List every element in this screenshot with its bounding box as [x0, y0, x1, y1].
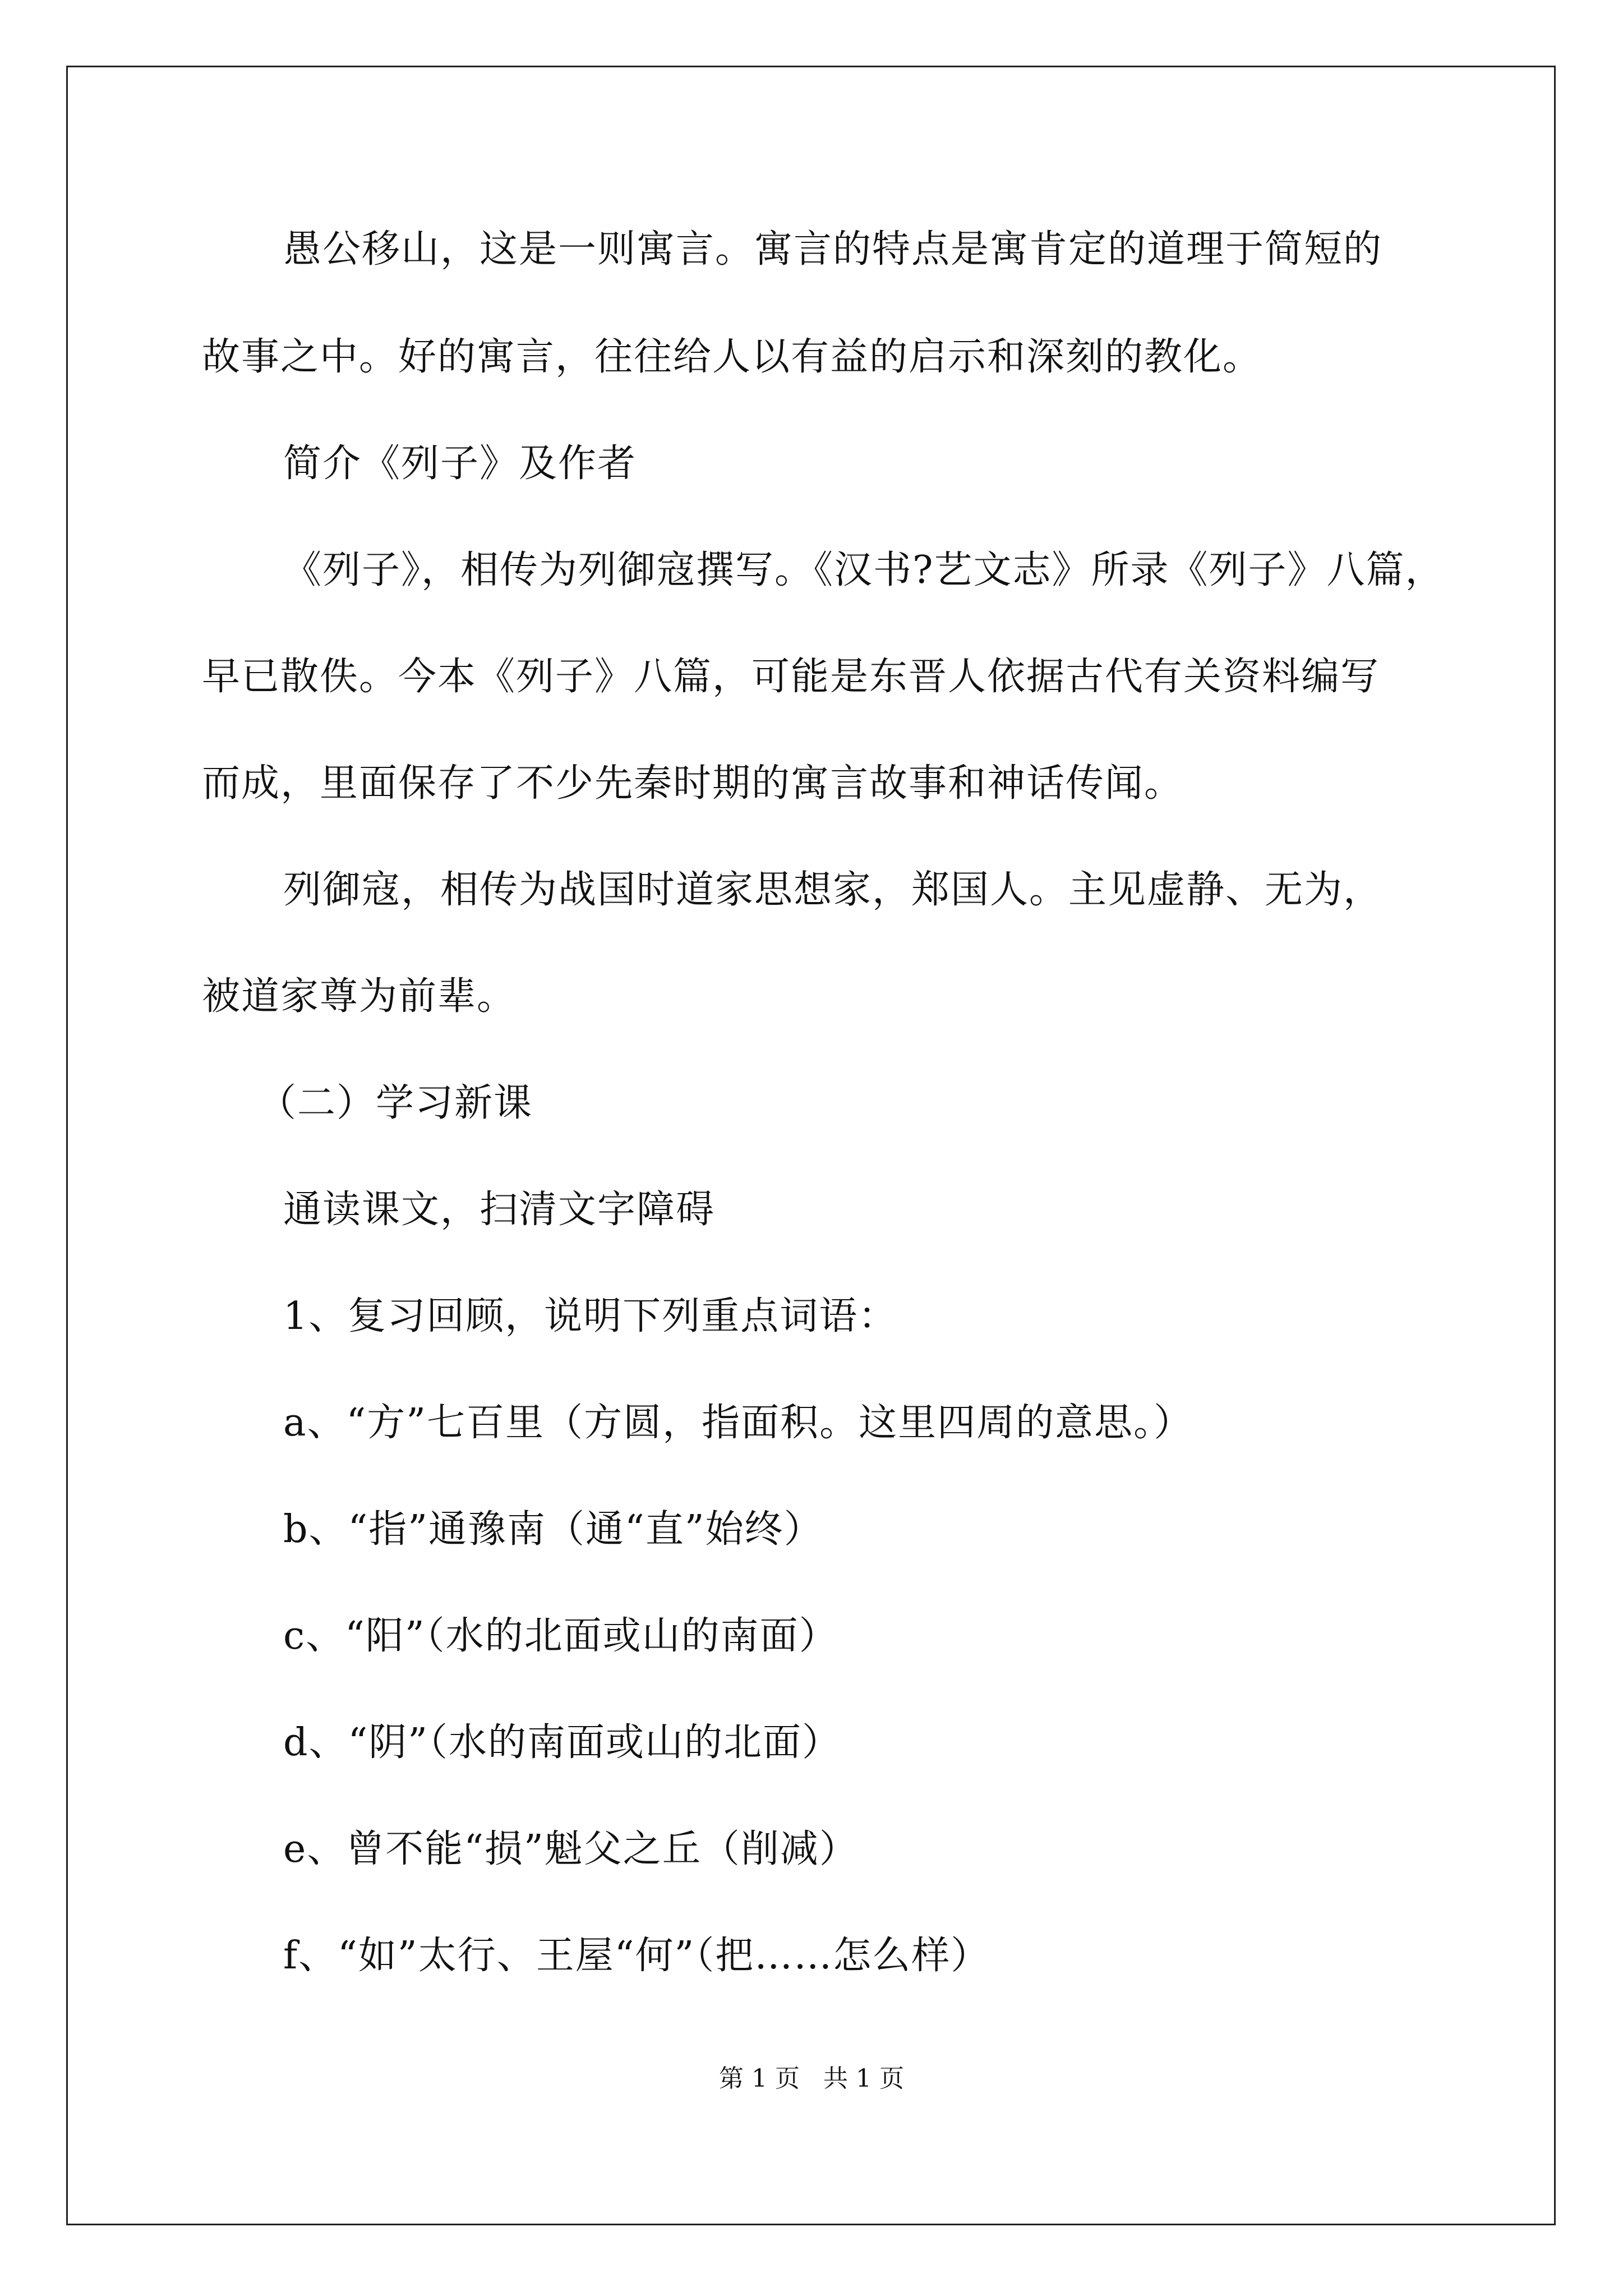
list-item: a、“方”七百里（方圆，指面积。这里四周的意思。） — [283, 1401, 1193, 1445]
list-heading: 1、复习回顾，说明下列重点词语： — [283, 1294, 898, 1338]
section-heading: 通读课文，扫清文字障碍 — [283, 1188, 716, 1232]
paragraph-line: 愚公移山，这是一则寓言。寓言的特点是寓肯定的道理于简短的 — [283, 227, 1383, 272]
paragraph-line: 早已散佚。今本《列子》八篇，可能是东晋人依据古代有关资料编写 — [202, 655, 1380, 699]
paragraph-line: 被道家尊为前辈。 — [202, 974, 517, 1019]
page-border — [66, 66, 1556, 2225]
list-item: b、“指”通豫南（通“直”始终） — [283, 1507, 823, 1552]
list-item: c、“阳”（水的北面或山的南面） — [283, 1614, 838, 1658]
list-item: e、曾不能“损”魁父之丘（削减） — [283, 1827, 859, 1871]
list-item: d、“阴”（水的南面或山的北面） — [283, 1720, 842, 1765]
section-heading: 简介《列子》及作者 — [283, 441, 637, 486]
list-item: f、“如”太行、王屋“何”（把……怎么样） — [283, 1934, 990, 1978]
paragraph-line: 而成，里面保存了不少先秦时期的寓言故事和神话传闻。 — [202, 761, 1184, 806]
paragraph-line: 《列子》，相传为列御寇撰写。《汉书?艺文志》所录《列子》八篇， — [283, 548, 1445, 592]
section-heading: （二）学习新课 — [258, 1081, 533, 1125]
page-footer: 第 1 页 共 1 页 — [719, 2064, 904, 2093]
paragraph-line: 故事之中。好的寓言，往往给人以有益的启示和深刻的教化。 — [202, 335, 1262, 379]
paragraph-line: 列御寇，相传为战国时道家思想家，郑国人。主见虚静、无为， — [283, 868, 1383, 912]
